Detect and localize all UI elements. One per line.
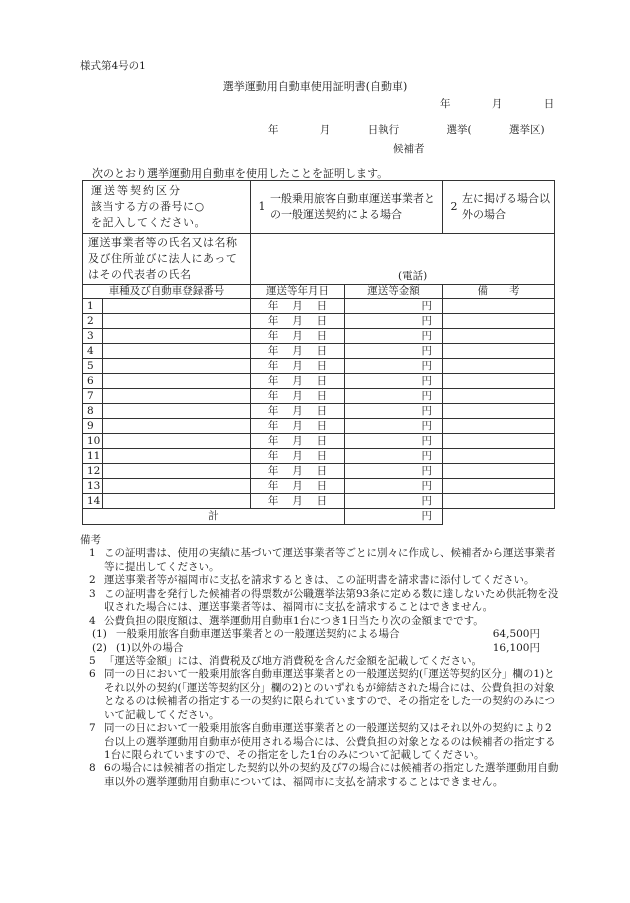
amount-cell[interactable]: 円: [345, 374, 443, 389]
option-1-number: 1: [258, 200, 266, 214]
remarks-cell[interactable]: [443, 344, 555, 359]
table-row: [83, 314, 555, 329]
option-2-number: 2: [450, 200, 458, 214]
table-header-row: [83, 285, 555, 299]
table-row: [83, 299, 555, 314]
table-row: [83, 464, 555, 479]
table-row: [83, 389, 555, 404]
notes-heading: 備考: [80, 534, 101, 546]
note-text: 「運送等金額」には、消費税及び地方消費税を含んだ金額を記載してください。: [104, 654, 482, 667]
note-item: [80, 588, 560, 615]
note-number: 1: [89, 547, 96, 560]
note-text: 公費負担の限度額は、選挙運動用自動車1台につき1日当たり次の金額までです。: [104, 614, 484, 627]
remarks-cell[interactable]: [443, 449, 555, 464]
amount-cell[interactable]: 円: [345, 359, 443, 374]
intro-text: 次のとおり選挙運動用自動車を使用したことを証明します。: [92, 167, 389, 180]
vehicle-cell[interactable]: [103, 464, 251, 479]
notes-section: [80, 534, 560, 789]
amount-cell[interactable]: 円: [345, 494, 443, 509]
contract-label-cell: [83, 181, 251, 234]
vehicle-cell[interactable]: [103, 329, 251, 344]
election-line: [268, 124, 545, 137]
note-item: [80, 547, 560, 574]
amount-cell[interactable]: 円: [345, 329, 443, 344]
date-cell[interactable]: 年 月 日: [251, 314, 345, 329]
note-item: [80, 668, 560, 722]
remarks-cell[interactable]: [443, 389, 555, 404]
total-label: 計: [83, 509, 345, 525]
date-cell[interactable]: 年 月 日: [251, 494, 345, 509]
amount-cell[interactable]: 円: [345, 479, 443, 494]
note-item: [80, 762, 560, 789]
document-title: 選挙運動用自動車使用証明書(自動車): [222, 80, 408, 93]
operator-row: [83, 234, 555, 285]
contract-note-2: を記入してください。: [91, 215, 206, 229]
vehicle-cell[interactable]: [103, 434, 251, 449]
table-row: [83, 449, 555, 464]
election-district-label: 選挙区): [508, 124, 545, 136]
vehicle-cell[interactable]: [103, 494, 251, 509]
contract-note-1: 該当する方の番号に○: [91, 200, 205, 214]
remarks-cell[interactable]: [443, 479, 555, 494]
row-number: 12: [83, 464, 103, 479]
option-1-text: 一般乗用旅客自動車運送事業者との一般運送契約による場合: [270, 192, 435, 221]
note-number: 3: [89, 587, 96, 600]
row-number: 7: [83, 389, 103, 404]
remarks-cell[interactable]: [443, 404, 555, 419]
vehicle-cell[interactable]: [103, 419, 251, 434]
row-number: 14: [83, 494, 103, 509]
header-remarks: 備 考: [443, 285, 555, 299]
vehicle-cell[interactable]: [103, 449, 251, 464]
row-number: 2: [83, 314, 103, 329]
row-number: 3: [83, 329, 103, 344]
table-row: [83, 344, 555, 359]
date-cell[interactable]: 年 月 日: [251, 389, 345, 404]
sub-note-text: 一般乗用旅客自動車運送事業者との一般運送契約による場合: [116, 628, 400, 641]
form-number: 様式第4号の1: [80, 60, 146, 72]
note-text: この証明書は、使用の実績に基づいて運送事業者等ごとに別々に作成し、候補者から運送事業者等に提出してください。: [104, 547, 556, 573]
note-number: 7: [89, 722, 96, 735]
note-item: [80, 655, 560, 668]
date-cell[interactable]: 年 月 日: [251, 479, 345, 494]
date-cell[interactable]: 年 月 日: [251, 419, 345, 434]
amount-cell[interactable]: 円: [345, 389, 443, 404]
date-cell[interactable]: 年 月 日: [251, 449, 345, 464]
amount-cell[interactable]: 円: [345, 464, 443, 479]
row-number: 5: [83, 359, 103, 374]
table-row: [83, 419, 555, 434]
sub-note-item: [80, 642, 560, 655]
table-row: [83, 359, 555, 374]
sub-note-amount: 16,100円: [492, 641, 540, 654]
remarks-cell[interactable]: [443, 419, 555, 434]
election-year-label: 年: [268, 124, 279, 136]
note-text: この証明書を発行した候補者の得票数が公職選挙法第93条に定める数に達しないため供託物を没収された場合には、運送事業者等は、福岡市に支払を請求することはできません。: [104, 587, 559, 614]
row-number: 4: [83, 344, 103, 359]
remarks-cell[interactable]: [443, 374, 555, 389]
election-name-label: 選挙(: [446, 124, 472, 136]
date-cell[interactable]: 年 月 日: [251, 344, 345, 359]
remarks-cell[interactable]: [443, 299, 555, 314]
issue-date: [440, 98, 554, 111]
vehicle-cell[interactable]: [103, 299, 251, 314]
row-number: 6: [83, 374, 103, 389]
table-row: [83, 374, 555, 389]
remarks-cell[interactable]: [443, 464, 555, 479]
contract-label: 運送等契約区分: [91, 184, 182, 198]
note-number: 5: [89, 654, 96, 667]
date-cell[interactable]: 年 月 日: [251, 464, 345, 479]
table-row: [83, 434, 555, 449]
amount-cell[interactable]: 円: [345, 344, 443, 359]
year-label: 年: [440, 98, 451, 110]
contract-option-1[interactable]: [251, 181, 443, 234]
date-cell[interactable]: 年 月 日: [251, 374, 345, 389]
election-month-label: 月: [319, 124, 331, 136]
vehicle-cell[interactable]: [103, 389, 251, 404]
date-cell[interactable]: 年 月 日: [251, 434, 345, 449]
operator-field[interactable]: [251, 234, 555, 285]
date-cell[interactable]: 年 月 日: [251, 299, 345, 314]
date-cell[interactable]: 年 月 日: [251, 404, 345, 419]
amount-cell[interactable]: 円: [345, 314, 443, 329]
remarks-cell[interactable]: [443, 314, 555, 329]
option-2-text: 左に掲げる場合以外の場合: [462, 192, 550, 221]
note-text: 運送事業者等が福岡市に支払を請求するときは、この証明書を請求書に添付してください。: [104, 574, 535, 587]
sub-note-amount: 64,500円: [492, 628, 540, 641]
date-cell[interactable]: 年 月 日: [251, 329, 345, 344]
row-number: 13: [83, 479, 103, 494]
amount-cell[interactable]: 円: [345, 404, 443, 419]
election-day-label: 日執行: [367, 124, 400, 136]
total-row: [83, 509, 555, 525]
vehicle-cell[interactable]: [103, 344, 251, 359]
note-number: 2: [89, 574, 96, 587]
contract-option-2[interactable]: [443, 181, 555, 234]
month-label: 月: [491, 98, 503, 110]
vehicle-cell[interactable]: [103, 479, 251, 494]
sub-note-mark: (1): [92, 628, 107, 641]
table-row: [83, 329, 555, 344]
note-number: 4: [89, 614, 96, 627]
note-text: 同一の日において一般乗用旅客自動車運送事業者との一般運送契約又はそれ以外の契約により2台以上の選挙運動用自動車が使用される場合には、公費負担の対象となるのは候補者の指定する1台に限られていますので、その指定をした1台のみについて記載してください。: [104, 722, 556, 761]
remarks-cell[interactable]: [443, 359, 555, 374]
row-number: 10: [83, 434, 103, 449]
remarks-cell[interactable]: [443, 434, 555, 449]
vehicle-cell[interactable]: [103, 359, 251, 374]
amount-cell[interactable]: 円: [345, 419, 443, 434]
operator-label: 運送事業者等の氏名又は名称及び住所並びに法人にあってはその代表者の氏名: [83, 234, 251, 285]
vehicle-cell[interactable]: [103, 374, 251, 389]
certificate-table: [82, 180, 555, 525]
table-row: [83, 479, 555, 494]
note-number: 6: [89, 668, 96, 681]
row-number: 11: [83, 449, 103, 464]
note-number: 8: [89, 762, 96, 775]
vehicle-cell[interactable]: [103, 314, 251, 329]
header-date: 運送等年月日: [251, 285, 345, 299]
row-number: 8: [83, 404, 103, 419]
remarks-cell[interactable]: [443, 329, 555, 344]
sub-note-text: (1)以外の場合: [116, 641, 184, 654]
note-item: [80, 722, 560, 762]
amount-cell[interactable]: 円: [345, 449, 443, 464]
row-number: 1: [83, 299, 103, 314]
vehicle-cell[interactable]: [103, 404, 251, 419]
amount-cell[interactable]: 円: [345, 434, 443, 449]
remarks-cell[interactable]: [443, 494, 555, 509]
header-amount: 運送等金額: [345, 285, 443, 299]
note-item: [80, 615, 560, 628]
note-text: 同一の日において一般乗用旅客自動車運送事業者との一般運送契約(「運送等契約区分」欄の1)とそれ以外の契約(「運送等契約区分」欄の2)とのいずれもが締結された場合には、公費負担の対象となるのは候補者の指定する一の契約に限られていますので、その指定をした一の契約のみについて記載してください。: [104, 668, 556, 721]
candidate-label: 候補者: [393, 143, 425, 155]
total-blank: [443, 509, 555, 525]
date-cell[interactable]: 年 月 日: [251, 359, 345, 374]
contract-row: [83, 181, 555, 234]
note-item: [80, 574, 560, 587]
table-row: [83, 494, 555, 509]
phone-label: (電話): [398, 269, 428, 282]
sub-note-item: [80, 628, 560, 641]
day-label: 日: [543, 98, 555, 110]
sub-note-mark: (2): [92, 641, 107, 654]
total-amount[interactable]: 円: [345, 509, 443, 525]
table-row: [83, 404, 555, 419]
amount-cell[interactable]: 円: [345, 299, 443, 314]
header-vehicle: 車種及び自動車登録番号: [83, 285, 251, 299]
row-number: 9: [83, 419, 103, 434]
note-text: 6の場合には候補者の指定した契約以外の契約及び7の場合には候補者の指定した選挙運動用自動車以外の選挙運動用自動車については、福岡市に支払を請求することはできません。: [104, 762, 559, 788]
